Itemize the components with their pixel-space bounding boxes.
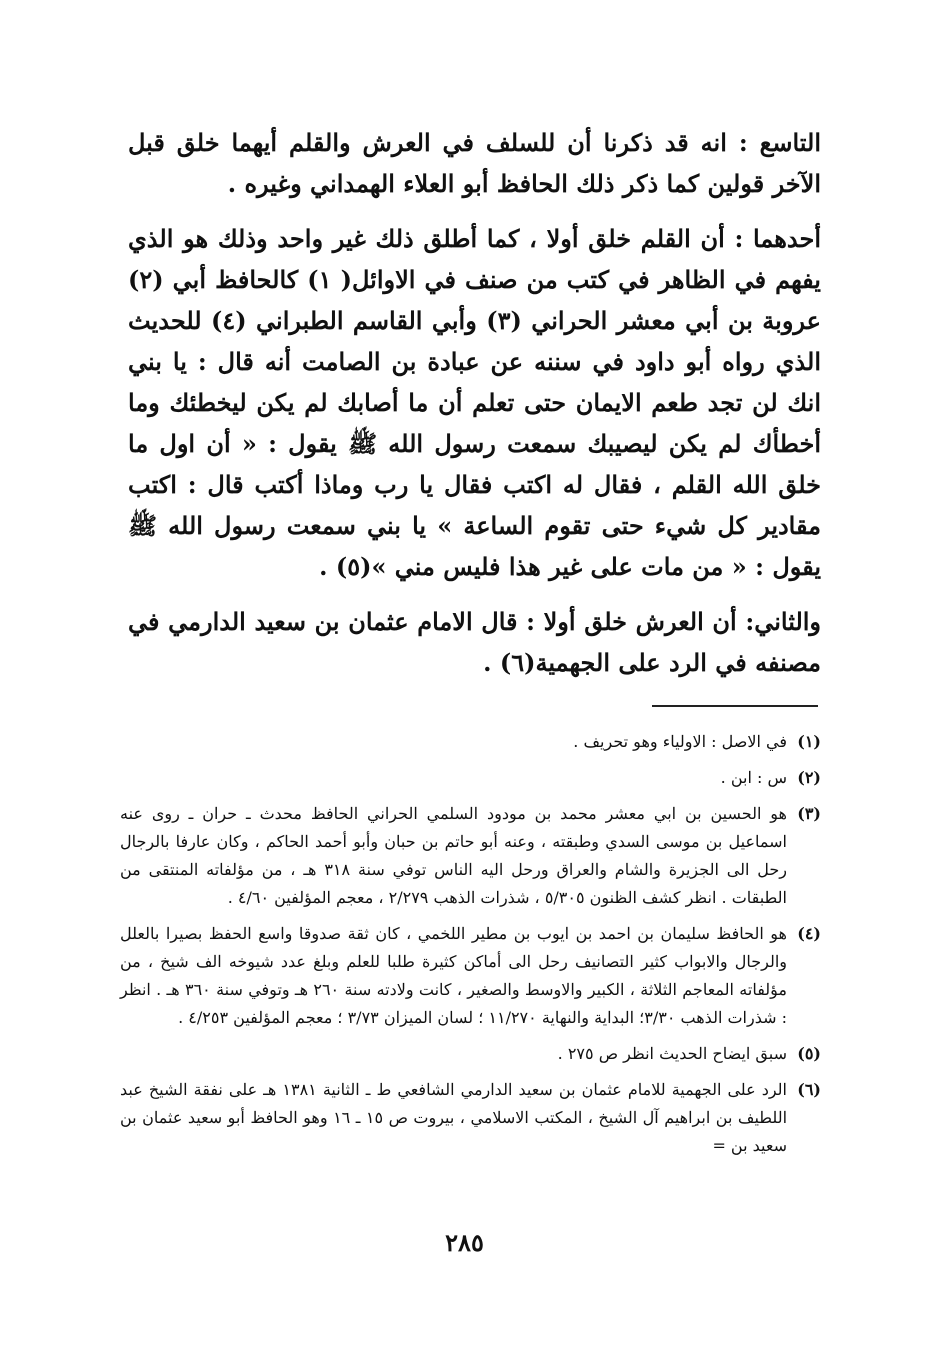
- paragraph-body: أن العرش خلق أولا : قال الامام عثمان بن سعيد الدارمي في مصنفه في الرد على الجهمية(٦) .: [128, 607, 821, 677]
- footnote: [120, 920, 821, 1032]
- footnote-number: (٥): [797, 1044, 821, 1063]
- footnote-number: (١): [797, 732, 821, 751]
- footnote-text: سبق ايضاح الحديث انظر ص ٢٧٥ .: [557, 1044, 787, 1063]
- footnote: [120, 800, 821, 912]
- paragraph-lead: والثاني:: [745, 607, 822, 636]
- paragraph-first-opinion: [128, 218, 821, 587]
- footnote: [120, 764, 821, 792]
- paragraph-body: أن القلم خلق أولا ، كما أطلق ذلك غير واحد وذلك هو الذي يفهم في الظاهر في كتب من صنف في الاوائل( ١) كالحافظ أبي (٢) عروبة بن أبي معشر الحراني (٣) وأبي القاسم الطبراني (٤) للحديث الذي رواه أبو داود في سننه عن عبادة بن الصامت أنه قال : يا بني انك لن تجد طعم الايمان حتى تعلم أن ما أصابك لم يكن ليخطئك وما أخطأك لم يكن ليصيبك سمعت رسول الله ﷺ يقول : « أن اول ما خلق الله القلم ، فقال له اكتب فقال يا رب وماذا أكتب قال : اكتب مقادير كل شيء حتى تقوم الساعة » يا بني سمعت رسول الله ﷺ يقول : « من مات على غير هذا فليس مني »(٥) .: [128, 224, 821, 581]
- paragraph-body: انه قد ذكرنا أن للسلف في العرش والقلم أيهما خلق قبل الآخر قولين كما ذكر ذلك الحافظ أبو العلاء الهمداني وغيره .: [128, 128, 821, 198]
- paragraph-lead: أحدهما :: [734, 224, 821, 253]
- footnote: [120, 1076, 821, 1160]
- footnote: [120, 728, 821, 756]
- footnote-number: (٦): [797, 1080, 821, 1099]
- page-number: ٢٨٥: [445, 1228, 484, 1257]
- paragraph-second-opinion: [128, 601, 821, 683]
- footnote-text: هو الحسين بن ابي معشر محمد بن مودود السلمي الحراني الحافظ محدث ـ حران ـ روى عنه اسماعيل بن موسى السدي وطبقته ، وعنه أبو حاتم بن حبان وأبو أحمد الحاكم ، وكان عارفا بالرجال رحل الى الجزيرة والشام والعراق ورحل اليه الناس توفي سنة ٣١٨ هـ ، من مؤلفاته المنتقى من الطبقات . انظر كشف الظنون ٥/٣٠٥ ، شذرات الذهب ٢/٢٧٩ ، معجم المؤلفين ٤/٦٠ .: [120, 804, 788, 907]
- footnote-text: الرد على الجهمية للامام عثمان بن سعيد الدارمي الشافعي ط ـ الثانية ١٣٨١ هـ على نفقة الشيخ عبد اللطيف بن ابراهيم آل الشيخ ، المكتب الاسلامي ، بيروت ص ١٥ ـ ١٦ وهو الحافظ أبو سعيد عثمان بن سعيد بن =: [120, 1080, 788, 1155]
- footnote-text: في الاصل : الاولياء وهو تحريف .: [573, 732, 787, 751]
- footnote-divider: [652, 705, 818, 707]
- paragraph-ninth: [128, 122, 821, 204]
- paragraph-lead: التاسع :: [738, 128, 821, 157]
- footnote-text: هو الحافظ سليمان بن احمد بن ايوب بن مطير اللخمي ، كان ثقة صدوقا واسع الحفظ بصيرا بالعلل والرجال والابواب كثير التصانيف رحل الى أماكن كثيرة طلبا للعلم وبلغ عدد شيوخه الف شيخ ، من مؤلفاته المعاجم الثلاثة ، الكبير والاوسط والصغير ، كانت ولادته سنة ٢٦٠ هـ وتوفي سنة ٣٦٠ هـ . انظر : شذرات الذهب ٣/٣٠؛ البداية والنهاية ١١/٢٧٠ ؛ لسان الميزان ٣/٧٣ ؛ معجم المؤلفين ٤/٢٥٣ .: [120, 924, 787, 1027]
- footnote-number: (٢): [797, 768, 821, 787]
- footnotes: [120, 728, 821, 1168]
- footnote-number: (٣): [797, 804, 821, 823]
- main-text: [128, 122, 821, 683]
- footnote: [120, 1040, 821, 1068]
- footnote-number: (٤): [797, 924, 821, 943]
- footnote-text: س : ابن .: [720, 768, 787, 787]
